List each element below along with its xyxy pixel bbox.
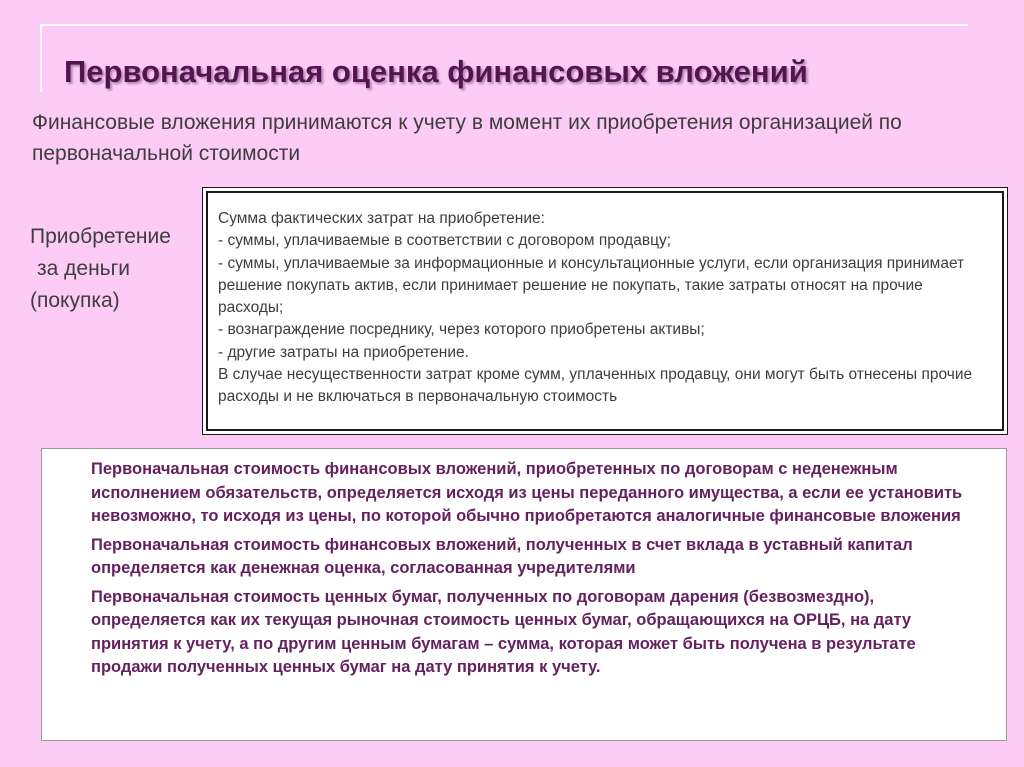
costs-box-content	[206, 191, 1004, 431]
frame-line-top	[40, 24, 968, 26]
rules-box	[41, 448, 1007, 741]
acquisition-label-line-2: за деньги	[37, 257, 131, 280]
rule-charter-capital: Первоначальная стоимость финансовых вложений, полученных в счет вклада в уставный капитал определяется как денежная оценка, согласованная учредителями	[91, 535, 913, 577]
costs-item-other: - другие затраты на приобретение.	[218, 343, 469, 361]
costs-item-intermediary: - вознаграждение посреднику, через которого приобретены активы;	[218, 321, 705, 339]
costs-note: В случае несущественности затрат кроме сумм, уплаченных продавцу, они могут быть отнесены прочие расходы и не включаться в первоначальную стоимость	[218, 366, 973, 406]
acquisition-label-line-1: Приобретение	[30, 225, 171, 248]
acquisition-label	[30, 221, 171, 317]
costs-heading: Сумма фактических затрат на приобретение:	[218, 210, 545, 227]
slide-title: Первоначальная оценка финансовых вложений	[64, 54, 808, 89]
intro-text: Финансовые вложения принимаются к учету в момент их приобретения организацией по первоначальной стоимости	[32, 111, 902, 165]
costs-item-consulting: - суммы, уплачиваемые за информационные и консультационные услуги, если организация принимает решение покупать актив, если принимает решение не покупать, такие затраты относят на прочие расходы;	[218, 254, 965, 317]
costs-box	[202, 187, 1008, 435]
rule-non-monetary: Первоначальная стоимость финансовых вложений, приобретенных по договорам с неденежным исполнением обязательств, определяется исходя из цены переданного имущества, а если ее установить невозможно, то исходя из цены, по которой обычно приобретаются аналогичные финансовые вложения	[91, 460, 963, 525]
costs-item-contract: - суммы, уплачиваемые в соответствии с договором продавцу;	[218, 232, 672, 250]
acquisition-label-line-3: (покупка)	[30, 289, 120, 312]
rule-donation: Первоначальная стоимость ценных бумаг, полученных по договорам дарения (безвозмездно), определяется как их текущая рыночная стоимость ценных бумаг, обращающихся на ОРЦБ, на дату принятия к учету, а по другим ценным бумагам – сумма, которая может быть получена в результате продажи полученных ценных бумаг на дату принятия к учету.	[91, 587, 916, 676]
frame-line-left	[40, 24, 42, 92]
